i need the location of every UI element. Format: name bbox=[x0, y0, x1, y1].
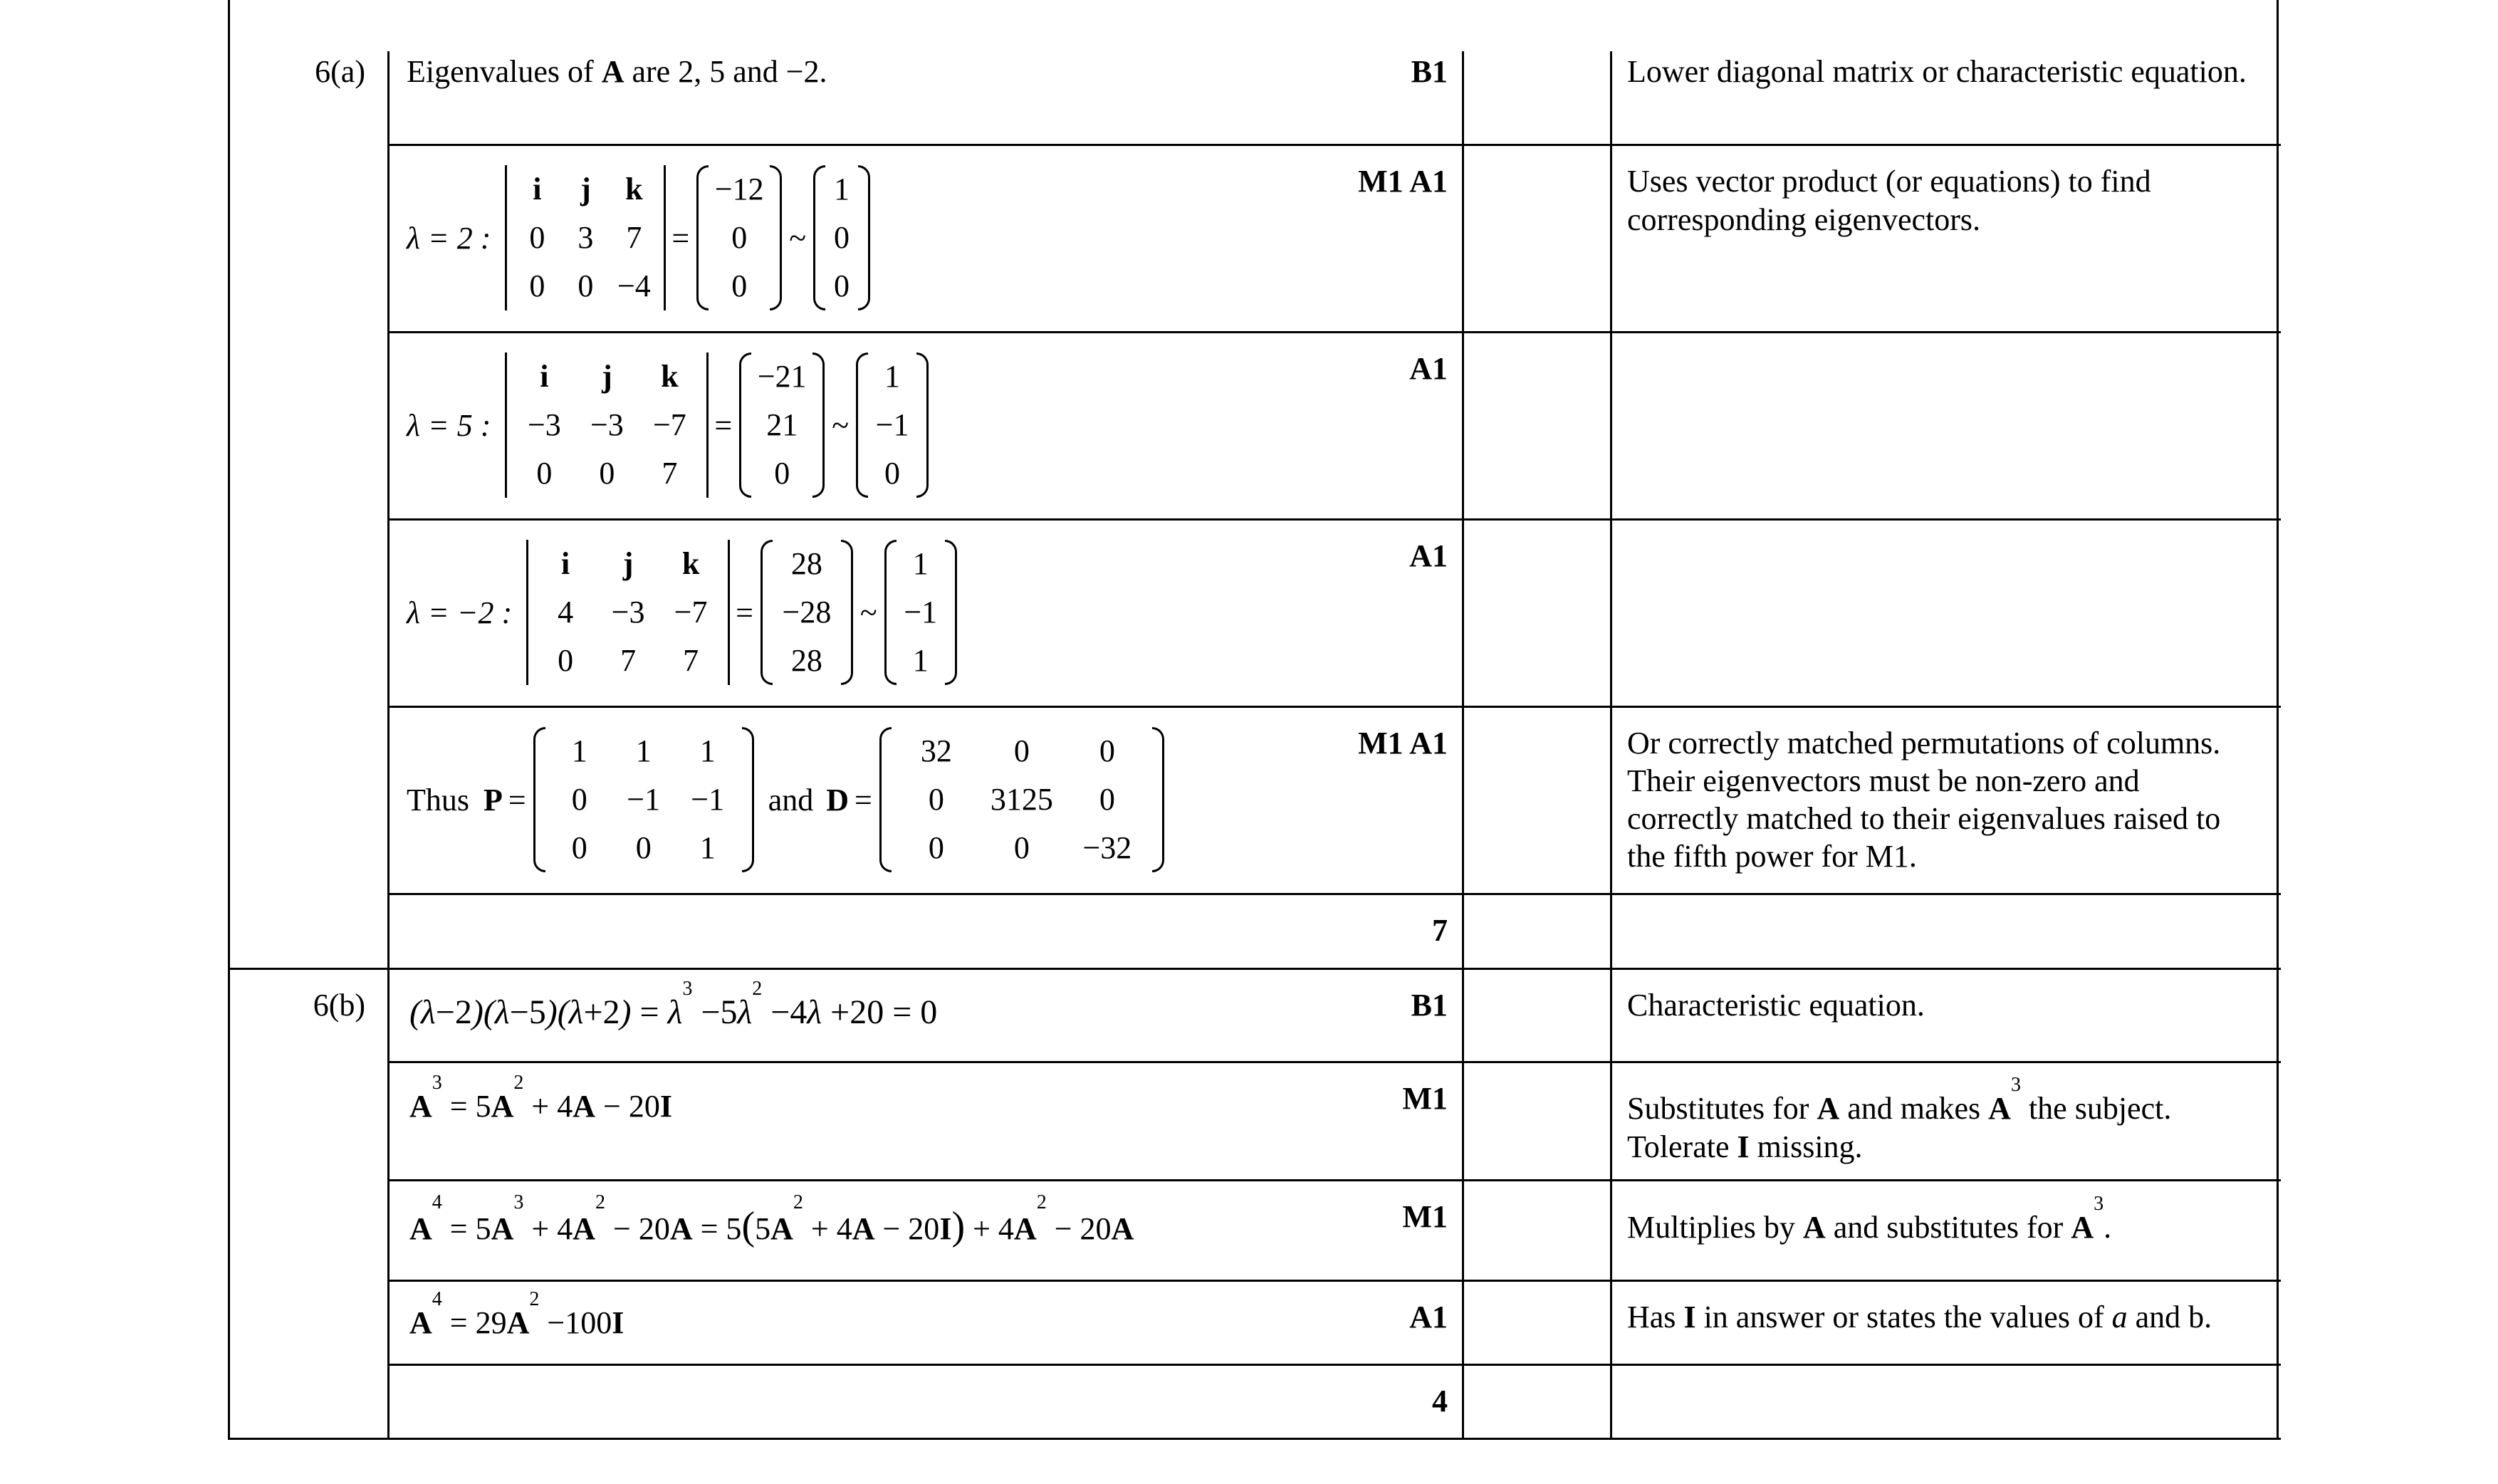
answer-lambda-2: λ = 2 : i j k 0 3 7 0 0 −4 = −12 0 0 ~ 1 0 0 bbox=[407, 165, 872, 310]
matrix-entry: 0 bbox=[635, 830, 652, 865]
matrix-entry: 3125 bbox=[990, 782, 1053, 817]
answer-P-and-D: Thus P = 1 1 1 0 −1 −1 0 0 1 and D = 32 0 0 0 3125 0 0 0 −32 bbox=[407, 727, 1166, 872]
matrix-entry: 1 bbox=[912, 546, 929, 581]
matrix-row bbox=[870, 449, 914, 498]
matrix-entry: 0 bbox=[571, 830, 587, 865]
total-marks: 7 bbox=[1432, 913, 1448, 948]
matrix-entry: 0 bbox=[536, 456, 553, 491]
answer-characteristic-equation: $(\lambda-2)(\lambda-5)(\lambda+2) = \lambda^3 -5\lambda^2 -4\lambda +20 = 0$ bbox=[409, 978, 938, 1031]
matrix-row bbox=[513, 352, 701, 401]
row-divider bbox=[387, 518, 2281, 521]
matrix-entry: 1 bbox=[699, 733, 716, 768]
matrix-row bbox=[775, 637, 839, 685]
matrix-entry: 3 bbox=[578, 220, 594, 255]
matrix-entry: −21 bbox=[757, 359, 807, 394]
matrix-entry: 1 bbox=[571, 733, 587, 768]
matrix-entry: k bbox=[661, 359, 679, 394]
matrix-row bbox=[513, 401, 701, 449]
matrix-entry: 1 bbox=[699, 830, 716, 865]
matrix-row bbox=[899, 588, 943, 637]
column-divider bbox=[387, 51, 390, 1440]
matrix-entry: 28 bbox=[790, 546, 822, 581]
comment: Substitutes for A and makes $A^3$ the subject. Tolerate I missing. bbox=[1627, 1074, 2172, 1164]
matrix-row bbox=[513, 214, 658, 262]
matrix-row bbox=[899, 540, 943, 588]
matrix-entry: −3 bbox=[527, 407, 561, 442]
matrix-row bbox=[894, 775, 1150, 824]
matrix-row bbox=[870, 352, 914, 401]
matrix-entry: −7 bbox=[674, 595, 708, 629]
matrix-entry: −3 bbox=[611, 595, 645, 629]
matrix-entry: 1 bbox=[635, 733, 652, 768]
row-divider bbox=[387, 331, 2281, 333]
matrix-entry: 0 bbox=[1099, 733, 1115, 768]
matrix-entry: j bbox=[602, 359, 612, 394]
table-bottom bbox=[230, 1438, 2281, 1440]
comment: Uses vector product (or equations) to find corresponding eigenvectors. bbox=[1627, 164, 2151, 237]
answer-A-cubed: $A^3 = 5A^2 + 4A - 20I$ bbox=[409, 1072, 672, 1124]
matrix-entry: −28 bbox=[782, 595, 832, 629]
answer-A-fourth-result: $A^4 = 29A^2 -100I$ bbox=[409, 1288, 624, 1340]
answer-lambda-minus-2: λ = −2 : i j k 4 −3 −7 0 7 7 = 28 −28 28 ~ 1 −1 1 bbox=[407, 540, 958, 685]
matrix-entry: 0 bbox=[731, 220, 748, 255]
mark: M1 bbox=[1402, 1081, 1448, 1116]
question-label: 6(b) bbox=[313, 988, 365, 1023]
mark: A1 bbox=[1409, 351, 1448, 386]
matrix-entry: −1 bbox=[691, 782, 725, 817]
matrix-entry: 0 bbox=[1013, 733, 1030, 768]
column-divider bbox=[1462, 51, 1464, 1440]
matrix-entry: 28 bbox=[790, 643, 822, 678]
matrix-entry: 7 bbox=[662, 456, 678, 491]
comment: Has I in answer or states the values of a and b. bbox=[1627, 1300, 2212, 1334]
matrix-entry: 0 bbox=[578, 268, 594, 303]
matrix-row bbox=[899, 637, 943, 685]
row-divider bbox=[387, 1179, 2281, 1181]
matrix-entry: i bbox=[560, 546, 570, 581]
matrix-entry: 21 bbox=[766, 407, 798, 442]
matrix-row bbox=[711, 165, 768, 214]
mark: B1 bbox=[1411, 988, 1448, 1023]
matrix-row bbox=[753, 401, 810, 449]
matrix-entry: −3 bbox=[590, 407, 624, 442]
row-divider bbox=[387, 144, 2281, 146]
matrix-entry: 0 bbox=[558, 643, 574, 678]
matrix-row bbox=[534, 588, 722, 637]
column-divider bbox=[1610, 51, 1612, 1440]
matrix-row bbox=[894, 727, 1150, 775]
matrix-entry: 7 bbox=[626, 220, 642, 255]
matrix-entry: 0 bbox=[571, 782, 587, 817]
mark-scheme-table bbox=[228, 0, 2279, 1440]
matrix-row bbox=[548, 775, 740, 824]
matrix-row bbox=[827, 165, 856, 214]
answer-lambda-5: λ = 5 : i j k −3 −3 −7 0 0 7 = −21 21 0 ~ 1 −1 0 bbox=[407, 352, 930, 498]
matrix-entry: 1 bbox=[884, 359, 901, 394]
row-divider bbox=[387, 706, 2281, 708]
matrix-row bbox=[548, 727, 740, 775]
matrix-row bbox=[548, 824, 740, 872]
mark: M1 A1 bbox=[1358, 164, 1448, 199]
matrix-entry: k bbox=[625, 172, 643, 207]
row-divider bbox=[387, 1280, 2281, 1282]
comment: Or correctly matched permutations of columns. Their eigenvectors must be non-zero and correctly matched to their eigenvalues raised to the fifth power for M1. bbox=[1627, 726, 2221, 874]
row-divider bbox=[387, 1061, 2281, 1063]
answer-text: Eigenvalues of A are 2, 5 and −2. bbox=[407, 54, 827, 89]
matrix-row bbox=[827, 262, 856, 310]
matrix-row bbox=[775, 540, 839, 588]
matrix-entry: 0 bbox=[599, 456, 615, 491]
matrix-row bbox=[711, 214, 768, 262]
matrix-entry: 0 bbox=[529, 220, 545, 255]
matrix-entry: k bbox=[681, 546, 700, 581]
matrix-entry: 0 bbox=[884, 456, 901, 491]
matrix-entry: 0 bbox=[928, 830, 944, 865]
matrix-entry: 0 bbox=[1013, 830, 1030, 865]
matrix-entry: 7 bbox=[620, 643, 637, 678]
mark: A1 bbox=[1409, 1300, 1448, 1334]
matrix-entry: 0 bbox=[774, 456, 790, 491]
matrix-row bbox=[753, 449, 810, 498]
matrix-entry: −7 bbox=[652, 407, 686, 442]
matrix-row bbox=[827, 214, 856, 262]
matrix-row bbox=[711, 262, 768, 310]
matrix-entry: 0 bbox=[834, 268, 850, 303]
matrix-row bbox=[534, 540, 722, 588]
mark: M1 A1 bbox=[1358, 726, 1448, 761]
matrix-entry: j bbox=[580, 172, 591, 207]
matrix-entry: 0 bbox=[529, 268, 545, 303]
row-divider bbox=[387, 1364, 2281, 1366]
matrix-entry: i bbox=[533, 172, 542, 207]
matrix-entry: −1 bbox=[904, 595, 938, 629]
matrix-entry: 4 bbox=[558, 595, 574, 629]
matrix-entry: 0 bbox=[1099, 782, 1115, 817]
matrix-entry: 0 bbox=[834, 220, 850, 255]
matrix-entry: −1 bbox=[875, 407, 909, 442]
matrix-entry: −1 bbox=[627, 782, 661, 817]
answer-A-fourth-working: $A^4 = 5A^3 + 4A^2 - 20A = 5(5A^2 + 4A - 20I) + 4A^2 - 20A$ bbox=[409, 1191, 1134, 1248]
matrix-entry: 32 bbox=[920, 733, 952, 768]
matrix-entry: 1 bbox=[912, 643, 929, 678]
matrix-entry: 1 bbox=[834, 172, 850, 207]
mark: M1 bbox=[1402, 1199, 1448, 1234]
question-label: 6(a) bbox=[315, 54, 365, 89]
matrix-entry: 7 bbox=[683, 643, 699, 678]
total-marks: 4 bbox=[1432, 1384, 1448, 1418]
matrix-row bbox=[775, 588, 839, 637]
matrix-row bbox=[753, 352, 810, 401]
matrix-entry: 0 bbox=[731, 268, 748, 303]
matrix-row bbox=[894, 824, 1150, 872]
comment: Characteristic equation. bbox=[1627, 988, 1925, 1023]
comment: Lower diagonal matrix or characteristic equation. bbox=[1627, 54, 2247, 89]
row-divider bbox=[387, 893, 2281, 895]
matrix-row bbox=[870, 401, 914, 449]
question-divider bbox=[230, 968, 2281, 970]
matrix-row bbox=[513, 165, 658, 214]
matrix-entry: −4 bbox=[617, 268, 651, 303]
matrix-row bbox=[513, 449, 701, 498]
matrix-entry: 0 bbox=[928, 782, 944, 817]
mark: B1 bbox=[1411, 54, 1448, 89]
comment: Multiplies by A and substitutes for $A^3$. bbox=[1627, 1193, 2112, 1245]
matrix-entry: j bbox=[622, 546, 634, 581]
mark: A1 bbox=[1409, 538, 1448, 573]
matrix-entry: −12 bbox=[714, 172, 764, 207]
matrix-row bbox=[513, 262, 658, 310]
matrix-entry: i bbox=[540, 359, 549, 394]
matrix-row bbox=[534, 637, 722, 685]
matrix-entry: −32 bbox=[1082, 830, 1132, 865]
